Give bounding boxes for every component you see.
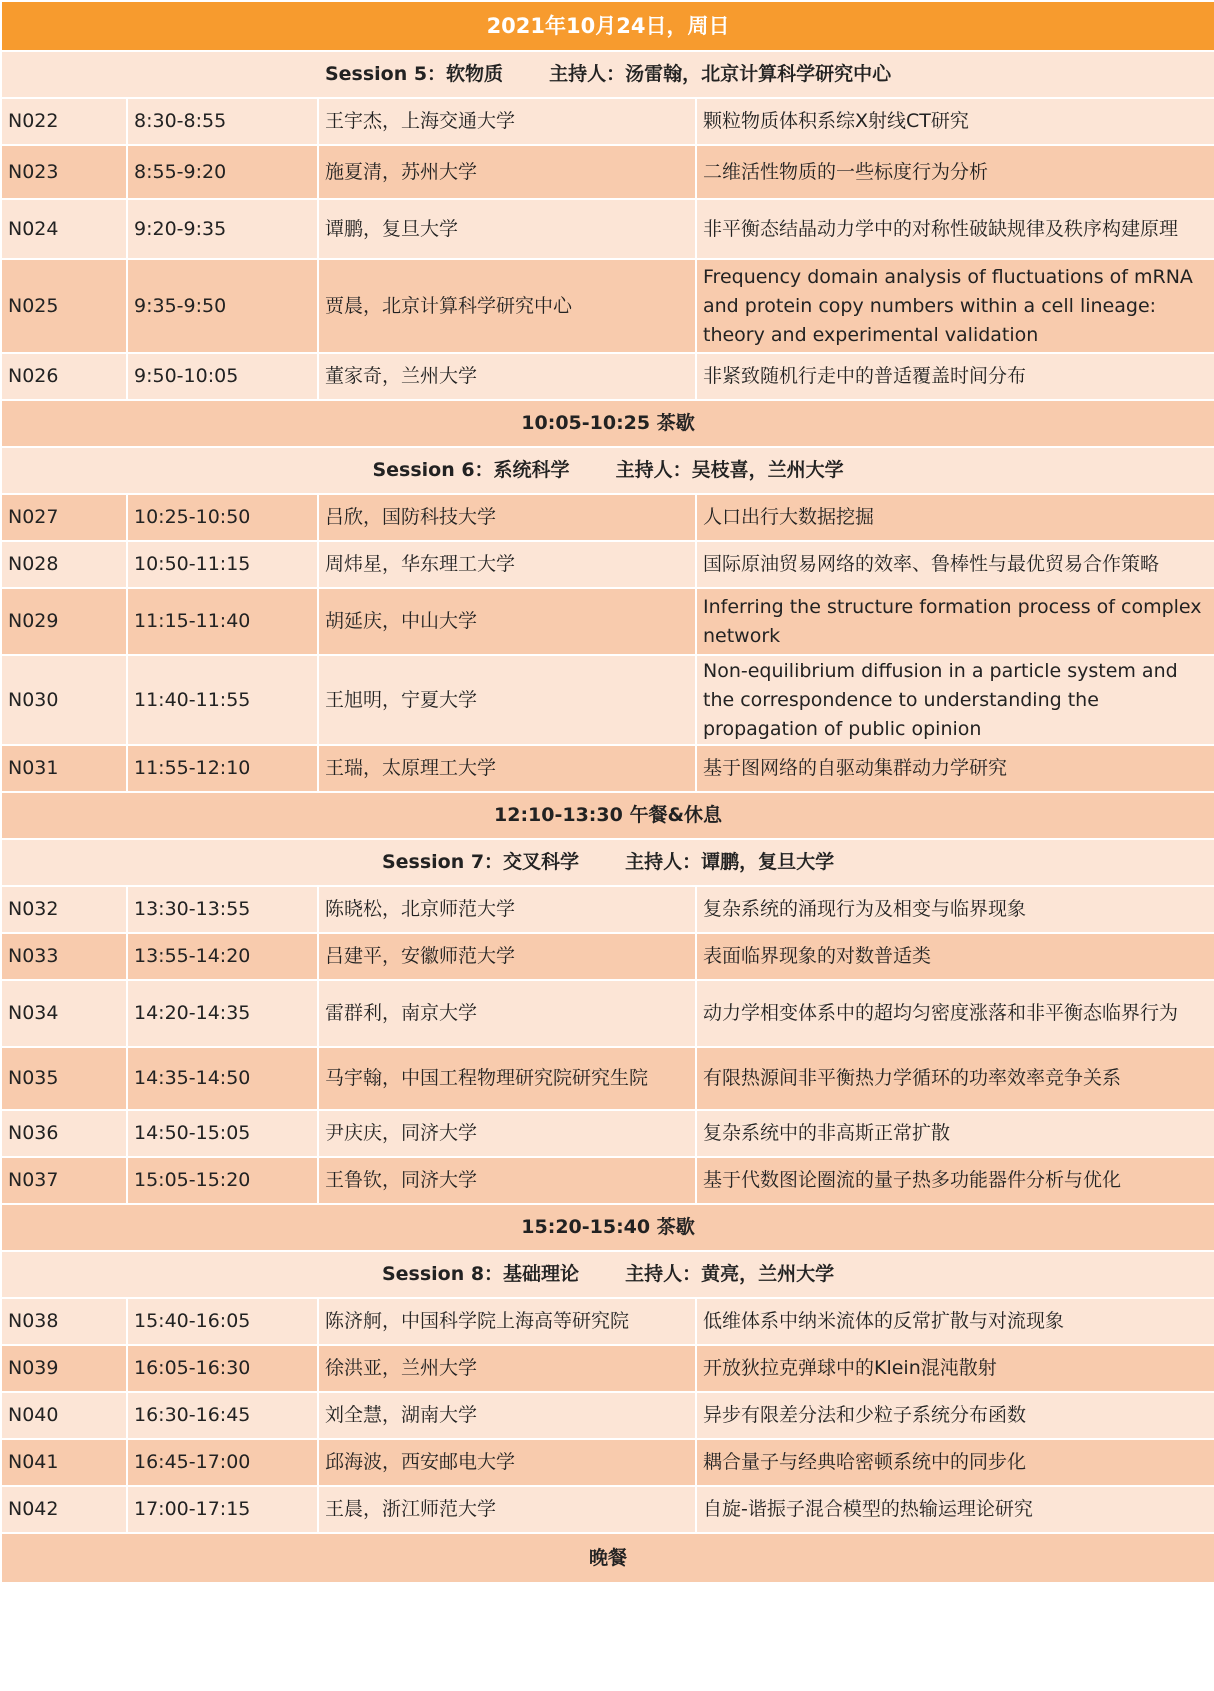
talk-id: N029 [1, 588, 127, 655]
talk-time: 13:30-13:55 [127, 886, 318, 933]
break-row [1, 792, 1214, 839]
talk-time: 11:55-12:10 [127, 745, 318, 792]
break-label: 晚餐 [1, 1533, 1214, 1583]
talk-id: N035 [1, 1047, 127, 1110]
talk-id: N031 [1, 745, 127, 792]
talk-speaker: 刘全慧，湖南大学 [318, 1392, 696, 1439]
talk-row [1, 980, 1214, 1047]
talk-id: N025 [1, 259, 127, 353]
talk-id: N026 [1, 353, 127, 400]
talk-row [1, 1298, 1214, 1345]
talk-title: 复杂系统中的非高斯正常扩散 [696, 1110, 1214, 1157]
talk-speaker: 周炜星，华东理工大学 [318, 541, 696, 588]
talk-row [1, 886, 1214, 933]
talk-row [1, 199, 1214, 259]
talk-speaker: 雷群利，南京大学 [318, 980, 696, 1047]
break-row [1, 1204, 1214, 1251]
talk-speaker: 吕欣，国防科技大学 [318, 494, 696, 541]
session-header [1, 51, 1214, 98]
talk-speaker: 王晨，浙江师范大学 [318, 1486, 696, 1533]
talk-row [1, 745, 1214, 792]
talk-time: 16:30-16:45 [127, 1392, 318, 1439]
talk-id: N027 [1, 494, 127, 541]
talk-id: N024 [1, 199, 127, 259]
break-label: 10:05-10:25 茶歇 [1, 400, 1214, 447]
session-row [1, 447, 1214, 494]
talk-row [1, 541, 1214, 588]
talk-time: 11:15-11:40 [127, 588, 318, 655]
talk-id: N040 [1, 1392, 127, 1439]
break-label: 15:20-15:40 茶歇 [1, 1204, 1214, 1251]
talk-time: 16:05-16:30 [127, 1345, 318, 1392]
session-header [1, 839, 1214, 886]
talk-speaker: 陈晓松，北京师范大学 [318, 886, 696, 933]
talk-title: 非平衡态结晶动力学中的对称性破缺规律及秩序构建原理 [696, 199, 1214, 259]
talk-row [1, 588, 1214, 655]
talk-title: 颗粒物质体积系综X射线CT研究 [696, 98, 1214, 145]
talk-title: 二维活性物质的一些标度行为分析 [696, 145, 1214, 199]
talk-time: 15:05-15:20 [127, 1157, 318, 1204]
talk-speaker: 王瑞，太原理工大学 [318, 745, 696, 792]
talk-speaker: 马宇翰，中国工程物理研究院研究生院 [318, 1047, 696, 1110]
date-header: 2021年10月24日，周日 [1, 1, 1214, 51]
talk-speaker: 王宇杰，上海交通大学 [318, 98, 696, 145]
talk-title: 基于图网络的自驱动集群动力学研究 [696, 745, 1214, 792]
talk-time: 16:45-17:00 [127, 1439, 318, 1486]
session-title: Session 8：基础理论 [381, 1263, 580, 1285]
session-host: 主持人：谭鹏，复旦大学 [625, 851, 835, 873]
talk-id: N034 [1, 980, 127, 1047]
session-host: 主持人：汤雷翰，北京计算科学研究中心 [549, 63, 892, 85]
talk-time: 10:50-11:15 [127, 541, 318, 588]
date-header-row [1, 1, 1214, 51]
talk-title: Non-equilibrium diffusion in a particle system and the correspondence to understanding the propagation of public opinion [696, 655, 1214, 745]
session-host: 主持人：吴枝喜，兰州大学 [615, 459, 844, 481]
break-row [1, 1533, 1214, 1583]
talk-title: 人口出行大数据挖掘 [696, 494, 1214, 541]
talk-time: 9:50-10:05 [127, 353, 318, 400]
break-row [1, 400, 1214, 447]
talk-title: Frequency domain analysis of fluctuations of mRNA and protein copy numbers within a cell lineage: theory and experimental validation [696, 259, 1214, 353]
talk-id: N028 [1, 541, 127, 588]
session-row [1, 839, 1214, 886]
talk-title: 有限热源间非平衡热力学循环的功率效率竞争关系 [696, 1047, 1214, 1110]
talk-id: N030 [1, 655, 127, 745]
session-title: Session 7：交叉科学 [381, 851, 580, 873]
session-header [1, 447, 1214, 494]
talk-row [1, 1486, 1214, 1533]
talk-speaker: 邱海波，西安邮电大学 [318, 1439, 696, 1486]
talk-speaker: 施夏清，苏州大学 [318, 145, 696, 199]
talk-time: 9:35-9:50 [127, 259, 318, 353]
talk-title: 表面临界现象的对数普适类 [696, 933, 1214, 980]
talk-title: 动力学相变体系中的超均匀密度涨落和非平衡态临界行为 [696, 980, 1214, 1047]
talk-speaker: 胡延庆，中山大学 [318, 588, 696, 655]
talk-time: 9:20-9:35 [127, 199, 318, 259]
talk-id: N023 [1, 145, 127, 199]
schedule-body [1, 1, 1214, 1583]
talk-time: 14:35-14:50 [127, 1047, 318, 1110]
talk-title: 低维体系中纳米流体的反常扩散与对流现象 [696, 1298, 1214, 1345]
break-label: 12:10-13:30 午餐&休息 [1, 792, 1214, 839]
talk-id: N032 [1, 886, 127, 933]
talk-time: 14:50-15:05 [127, 1110, 318, 1157]
talk-time: 14:20-14:35 [127, 980, 318, 1047]
talk-id: N042 [1, 1486, 127, 1533]
talk-speaker: 贾晨，北京计算科学研究中心 [318, 259, 696, 353]
talk-id: N039 [1, 1345, 127, 1392]
session-header [1, 1251, 1214, 1298]
talk-row [1, 1439, 1214, 1486]
talk-title: 基于代数图论圈流的量子热多功能器件分析与优化 [696, 1157, 1214, 1204]
talk-id: N038 [1, 1298, 127, 1345]
session-title: Session 5：软物质 [324, 63, 504, 85]
talk-row [1, 259, 1214, 353]
talk-time: 10:25-10:50 [127, 494, 318, 541]
talk-id: N022 [1, 98, 127, 145]
talk-title: 开放狄拉克弹球中的Klein混沌散射 [696, 1345, 1214, 1392]
talk-id: N036 [1, 1110, 127, 1157]
talk-title: 异步有限差分法和少粒子系统分布函数 [696, 1392, 1214, 1439]
talk-title: 复杂系统的涌现行为及相变与临界现象 [696, 886, 1214, 933]
talk-speaker: 陈济舸，中国科学院上海高等研究院 [318, 1298, 696, 1345]
talk-row [1, 1047, 1214, 1110]
talk-time: 17:00-17:15 [127, 1486, 318, 1533]
talk-time: 15:40-16:05 [127, 1298, 318, 1345]
session-host: 主持人：黄亮，兰州大学 [625, 1263, 835, 1285]
talk-row [1, 1345, 1214, 1392]
talk-id: N037 [1, 1157, 127, 1204]
talk-row [1, 1157, 1214, 1204]
talk-row [1, 933, 1214, 980]
talk-speaker: 王旭明，宁夏大学 [318, 655, 696, 745]
talk-title: 国际原油贸易网络的效率、鲁棒性与最优贸易合作策略 [696, 541, 1214, 588]
talk-row [1, 1110, 1214, 1157]
talk-row [1, 655, 1214, 745]
talk-row [1, 98, 1214, 145]
talk-time: 8:55-9:20 [127, 145, 318, 199]
talk-speaker: 董家奇，兰州大学 [318, 353, 696, 400]
talk-row [1, 145, 1214, 199]
talk-id: N041 [1, 1439, 127, 1486]
session-title: Session 6：系统科学 [372, 459, 570, 481]
talk-id: N033 [1, 933, 127, 980]
talk-row [1, 494, 1214, 541]
talk-title: 耦合量子与经典哈密顿系统中的同步化 [696, 1439, 1214, 1486]
talk-row [1, 1392, 1214, 1439]
talk-speaker: 王鲁钦，同济大学 [318, 1157, 696, 1204]
session-row [1, 51, 1214, 98]
talk-row [1, 353, 1214, 400]
talk-time: 8:30-8:55 [127, 98, 318, 145]
talk-speaker: 谭鹏，复旦大学 [318, 199, 696, 259]
talk-title: 自旋-谐振子混合模型的热输运理论研究 [696, 1486, 1214, 1533]
talk-speaker: 徐洪亚，兰州大学 [318, 1345, 696, 1392]
session-row [1, 1251, 1214, 1298]
talk-time: 11:40-11:55 [127, 655, 318, 745]
talk-speaker: 吕建平，安徽师范大学 [318, 933, 696, 980]
talk-speaker: 尹庆庆，同济大学 [318, 1110, 696, 1157]
talk-title: Inferring the structure formation process of complex network [696, 588, 1214, 655]
talk-time: 13:55-14:20 [127, 933, 318, 980]
talk-title: 非紧致随机行走中的普适覆盖时间分布 [696, 353, 1214, 400]
